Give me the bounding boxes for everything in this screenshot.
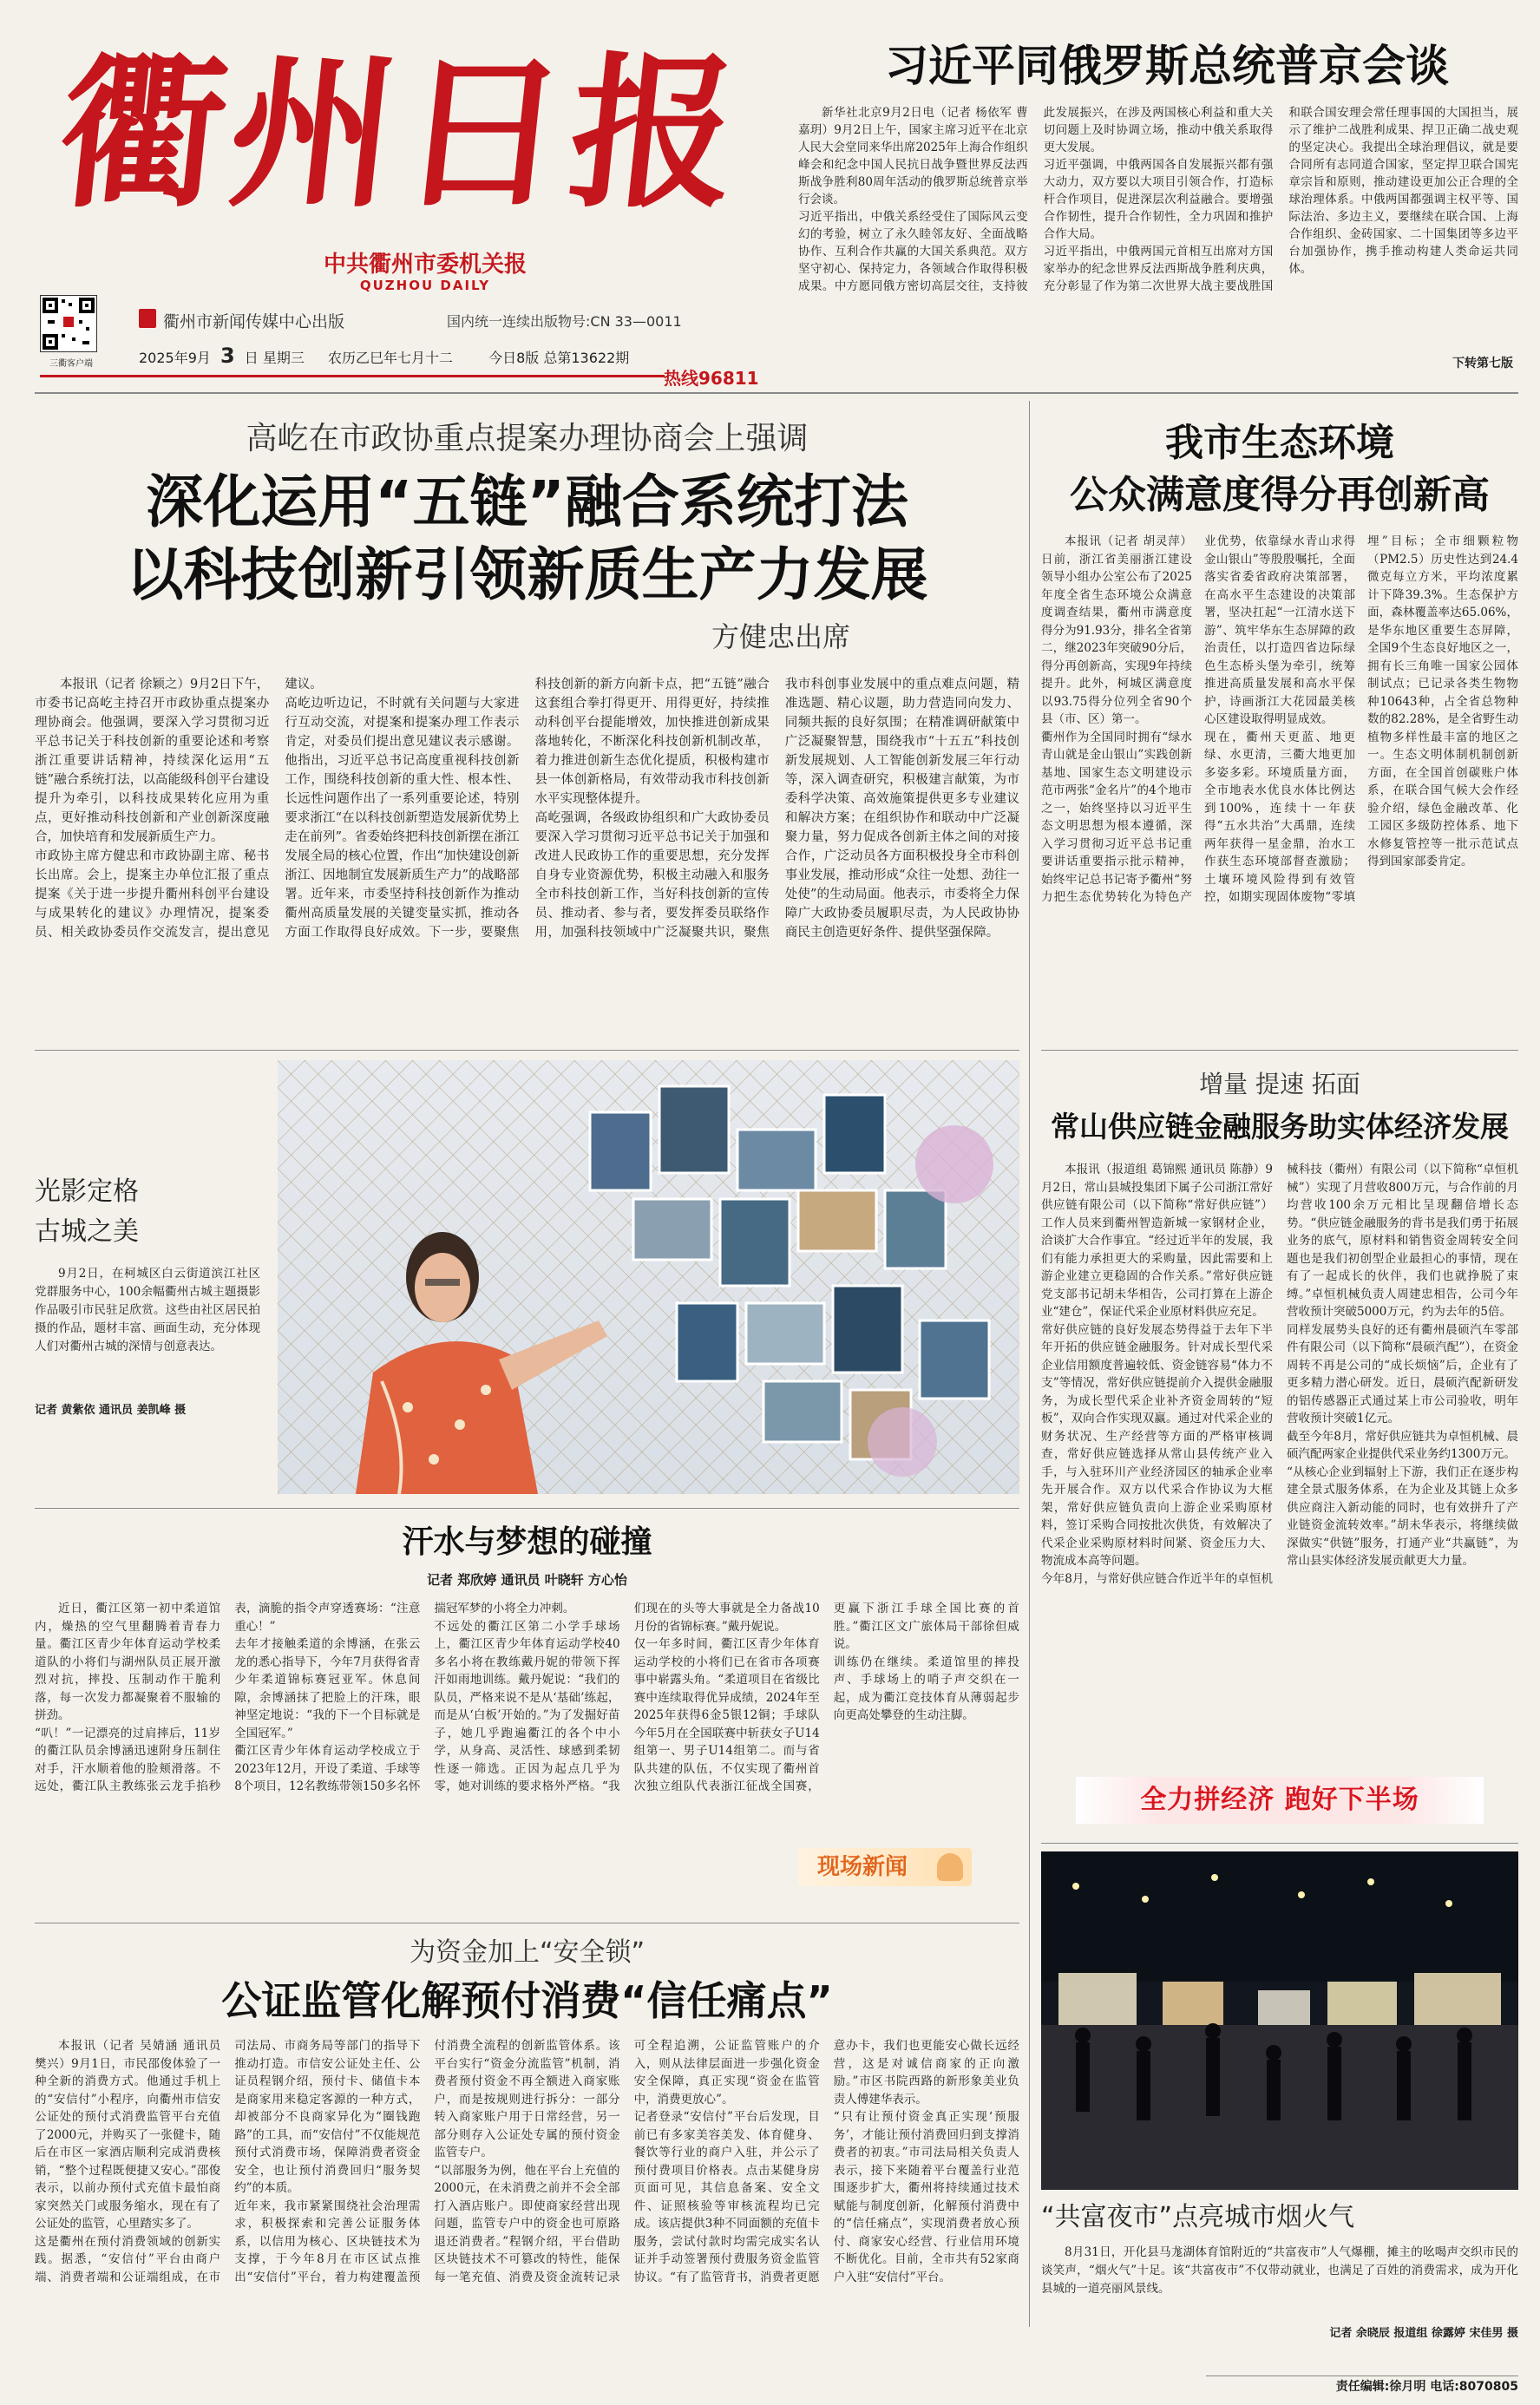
photo-title-2[interactable]: 古城之美 [35,1216,139,1247]
rule-top [35,392,1518,394]
date-line [139,344,629,370]
masthead-pinyin: QUZHOU DAILY [359,278,491,293]
sports-story [35,1517,1019,1916]
lead-continued[interactable]: 下转第七版 [1452,357,1513,370]
photo-credit: 记者 黄紫依 通讯员 姜凯峰 摄 [35,1404,187,1417]
masthead [0,0,798,395]
lead-headline[interactable]: 习近平同俄罗斯总统普京会谈 [885,41,1449,91]
main-subhead: 方健忠出席 [711,620,850,653]
pages-issue: 今日8版 总第13622期 [488,350,630,366]
sports-byline: 记者 郑欣婷 通讯员 叶晓轩 方心怡 [427,1572,627,1588]
qr-code[interactable] [40,295,97,352]
main-text: 本报讯（记者 徐颖之）9月2日下午，市委书记高屹主持召开市政协重点提案办理协商会。他强调，要深入学习贯彻习近平总书记关于科技创新的重要论述和考察浙江重要讲话精神，持续深化运用“五链”融合系统打法，以高能级科创平台建设提升为牵引，以科技成果转化应用为重点，更好推动科技创新和产业创新深度融合，加快培育和发展新质生产力。 市政协主席方健忠和市政协副主席、秘书长出席。会上，提案主办单位汇报了重点提案《关于进一步提升衢州科创平台建设与成果转化的建议》办理情况，提案委员、相关政协委员作交流发言，提出意见建议。 高屹边听边记，不时就有关问题与大家进行互动交流，对提案和提案办理工作表示肯定，对委员们提出意见建议表示感谢。他指出，习近平总书记高度重视科技创新工作，围绕科技创新的重大性、根本性、长远性问题作出了一系列重要论述，特别要求浙江“在以科技创新塑造发展新优势上走在前列”。省委始终把科技创新摆在浙江发展全局的核心位置，作出“加快建设创新浙江、因地制宜发展新质生产力”的战略部署。近年来，市委坚持科技创新作为推动衢州高质量发展的关键变量实抓，推动各方面工作取得良好成效。下一步，要聚焦科技创新的新方向新卡点，把“五链”融合这套组合拳打得更开、用得更好，持续推动科创平台提能增效，加快推进创新成果落地转化，不断深化科技创新机制改革，着力推进创新生态优化提质，积极构建市县一体创新格局，有效带动我市科技创新水平实现整体提升。 高屹强调，各级政协组织和广大政协委员要深入学习贯彻习近平总书记关于加强和改进人民政协工作的重要思想，充分发挥自身专业资源优势，积极主动融入和服务全市科技创新工作，当好科技创新的宣传员、推动者、参与者，要发挥委员联络作用，加强科技领域中广泛凝聚共识，聚焦我市科创事业发展中的重点难点问题，精准选题、精心议题，助力营造同向发力、同频共振的良好氛围；在精准调研献策中广泛凝聚智慧，围绕我市“十五五”科技创新发展规划、人工智能创新发展三年行动等，深入调查研究，积极建言献策，为市委科学决策、高效施策提供更多专业建议和解决方案；在组织协作和联动中广泛凝聚力量，努力促成各创新主体之间的对接合作，广泛动员各方面积极投身全市科创事业发展，推动形成“众往一处想、劲往一处使”的生动局面。他表示，市委将全力保障广大政协委员履职尽责，为人民政协协商民主创造更好条件、提供坚强保障。 [35,678,1019,940]
hotline: 热线96811 [664,368,759,389]
supply-kicker: 增量 提速 拓面 [1199,1070,1360,1098]
supply-banner-text: 全力拼经济 跑好下半场 [1140,1785,1419,1815]
eco-headline-2[interactable]: 公众满意度得分再创新高 [1070,473,1490,517]
qr-label: 三衢客户端 [49,359,93,369]
live-news-badge-text: 现场新闻 [817,1854,908,1880]
footer-editor-text: 责任编辑:徐月明 电话:8070805 [1335,2380,1518,2394]
supply-headline[interactable]: 常山供应链金融服务助实体经济发展 [1051,1110,1509,1144]
prepaid-text: 本报讯（记者 吴婧涵 通讯员 樊兴）9月1日，市民邵俊体验了一种全新的消费方式。他通过手机上的“安信付”小程序，向衢州市信安公证处的预付式消费监管平台充值了2000元，并购买了一张健卡，随后在市区一家酒店顺利完成消费核销，“整个过程既便捷又安心。”邵俊表示，以前办预付式充值卡最怕商家突然关门或服务缩水，现在有了公证处的监管，心里踏实多了。 这是衢州在预付消费领域的创新实践。据悉，“安信付”平台由商户端、消费者端和公证端组成，在市司法局、市商务局等部门的指导下推动打造。市信安公证处主任、公证员程钢介绍，预付卡、储值卡本是商家用来稳定客源的一种方式，却被部分不良商家异化为“圈钱跑路”的工具，而“安信付”不仅能规范预付式消费市场，保障消费者资金安全，也让预付消费回归“服务契约”的本质。 近年来，我市紧紧围绕社会治理需求，积极探索和完善公证服务体系，以信用为核心、区块链技术为支撑，于今年8月在市区试点推出“安信付”平台，着力构建覆盖预付消费全流程的创新监管体系。该平台实行“资金分流监管”机制，消费者预付资金不再全额进入商家账户，而是按规则进行拆分：一部分转入商家账户用于日常经营，另一部分则存入公证处专属的预付资金监管专户。 “以部服务为例，他在平台上充值的2000元，在未消费之前并不会全部打入酒店账户。即使商家经营出现问题，监管专户中的资金也可原路退还消费者。”程钢介绍，平台借助区块链技术不可篡改的特性，能保每一笔充值、消费及资金流转记录可全程追溯，公证监管账户的介入，则从法律层面进一步强化资金安全保障，真正实现“资金在监管中，消费更放心”。 记者登录“安信付”平台后发现，目前已有多家美容美发、体育健身、餐饮等行业的商户入驻，并公示了预付费项目价格表。点击某健身房页面可见，其信息备案、安全文件、证照核验等审核流程均已完成。该店提供3种不同面额的充值卡服务，尝试付款时均需完成实名认证并手动签署预付费服务资金监管协议。“有了监管背书，消费者更愿意办卡，我们也更能安心做长远经营，这是对诚信商家的正向激励。”市区书院西路的新形象美业负责人傅建华表示。 “只有让预付资金真正实现‘预服务’，才能让预付消费回归到支撑消费者的初衷。”市司法局相关负责人表示，接下来随着平台覆盖行业范围逐步扩大，衢州将持续通过技术赋能与制度创新，化解预付消费中的“信任痛点”，实现消费者放心预付、商家安心经营、行业信用环境不断优化。目前，全市共有52家商户入驻“安信付”平台。 [35,2039,1019,2284]
masthead-logo: 衢州日报 [50,36,751,230]
weekday: 日 星期三 [244,350,305,366]
main-headline-1[interactable]: 深化运用“五链”融合系统打法 [146,469,908,535]
photo-exhibition[interactable] [278,1060,1019,1494]
publisher-logo-icon [139,309,156,328]
sports-headline[interactable]: 汗水与梦想的碰撞 [402,1524,652,1560]
night-market-photo[interactable] [1041,1851,1518,2190]
main-story [35,401,1019,1047]
cn-number: 国内统一连续出版物号:CN 33—0011 [447,313,682,330]
main-kicker: 高屹在市政协重点提案办理协商会上强调 [246,421,809,456]
rule-mid-right [1041,1050,1518,1051]
supply-text: 本报讯（报道组 葛锦熙 通讯员 陈静）9月2日，常山县城投集团下属子公司浙江常好供应链有限公司（以下简称“常好供应链”）工作人员来到衢州智造新城一家钢材企业，洽谈扩大合作事宜。“经过近半年的发展，我们有能力承担更大的采购量，因此需要和上游企业建立更稳固的合作关系。”常好供应链党支部书记胡未华相告，公司打算在上游企业“建仓”，保证代采企业原材料供应充足。 常好供应链的良好发展态势得益于去年下半年开拓的供应链金融服务。针对成长型代采企业信用额度普遍较低、资金链容易“体力不支”等情况，常好供应链提前介入提供金融服务，为成长型代采企业补齐资金周转的“短板”，双向合作实现双赢。通过对代采企业的财务状况、生产经营等方面的严格审核调查，常好供应链选择从常山县传统产业入手，与入驻环川产业经济园区的轴承企业率先开展合作。双方以代采合作协议为大框架，常好供应链负责向上游企业采购原材料，签订采购合同按批次供货，有效解决了代采企业采购原材料时间紧、资金压力大、物流成本高等问题。 今年8月，与常好供应链合作近半年的卓恒机械科技（衢州）有限公司（以下简称“卓恒机械”）实现了月营收800万元，与合作前的月均营收100余万元相比呈现翻倍增长态势。“供应链金融服务的背书是我们勇于拓展业务的底气，原材料和销售资金周转安全问题也是我们初创型企业最担心的事情，现在有了一起成长的伙伴，我们也就挣脱了束缚。”卓恒机械负责人周建忠相告，公司今年营收预计突破5000万元，约为去年的5倍。 同样发展势头良好的还有衢州晨硕汽车零部件有限公司（以下简称“晨硕汽配”），在资金周转不再是公司的“成长烦恼”后，企业有了更多精力潜心研发。近日，晨硕汽配新研发的铝传感器正式通过某上市公司验收，明年营收预计突破1亿元。 截至今年8月，常好供应链共为卓恒机械、晨硕汽配两家企业提供代采业务约1300万元。 “从核心企业到辐射上下游，我们正在逐步构建全景式服务体系，在为企业及其链上众多供应商注入新动能的同时，也有效拼升了产业链资金流转效率。”胡未华表示，将继续做深做实“供链”服务，打通产业“共赢链”，为常山县实体经济发展贡献更大力量。 [1041,1163,1518,1586]
photo-title-1[interactable]: 光影定格 [35,1176,139,1207]
prepaid-story [35,1930,1019,2381]
lunar-date: 农历乙巳年七月十二 [327,350,453,366]
footer-editor [1206,2376,1518,2398]
night-market-title[interactable]: “共富夜市”点亮城市烟火气 [1041,2202,1355,2232]
reporter-icon [937,1853,963,1881]
night-market-story [1041,1851,1518,2381]
prepaid-kicker: 为资金加上“安全锁” [409,1937,645,1968]
masthead-rule [40,375,665,377]
rule-photo-bottom [35,1508,1019,1509]
masthead-sponsor: 中共衢州市委机关报 [323,252,527,278]
night-market-credit: 记者 余晓辰 报道组 徐露婷 宋佳男 摄 [1329,2327,1518,2340]
publisher: 衢州市新闻传媒中心出版 [163,312,345,331]
lead-story [798,26,1518,390]
sports-text: 近日，衢江区第一初中柔道馆内，燥热的空气里翻腾着青春力量。衢江区青少年体育运动学校柔道队的小将们与湖州队员正展开激烈对抗，摔投、压制动作干脆利落，每一次发力都凝聚着不服输的拼劲。 “叭！”一记漂亮的过肩摔后，11岁的衢江队员余博涵迅速附身压制住对手，汗水顺着他的脸颊滑落。不远处，衢江队主教练张云龙手掐秒表，滴脆的指令声穿透赛场：“注意重心！” 去年才接触柔道的余博涵，在张云龙的悉心指导下，今年7月获得省青少年柔道锦标赛冠亚军。休息间隙，余博涵抹了把脸上的汗珠，眼神坚定地说：“我的下一个目标就是全国冠军。” 衢江区青少年体育运动学校成立于2023年12月，开设了柔道、手球等8个项目，12名教练带领150多名怀揣冠军梦的小将全力冲刺。 不远处的衢江区第二小学手球场上，衢江区青少年体育运动学校40多名小将在教练戴丹妮的带领下挥汗如雨地训练。戴丹妮说：“我们的队员，严格来说不是从‘基础’练起，而是从‘白板’开始的。”为了发掘好苗子，她几乎跑遍衢江的各个中小学，从身高、灵活性、球感到柔韧性逐一筛选。正因为起点几乎为零，她对训练的要求格外严格。“我们现在的头等大事就是全力备战10月份的省锦标赛。”戴丹妮说。 仅一年多时间，衢江区青少年体育运动学校的小将们已在省市各项赛事中崭露头角。“柔道项目在省级比赛中连续取得优异成绩，2024年至2025年获得6金5银12铜；手球队今年5月在全国联赛中斩获女子U14组第一、男子U14组第二。而与省队共建的队伍，不仅实现了衢州首次独立组队代表浙江征战全国赛，更赢下浙江手球全国比赛的首胜。”衢江区文广旅体局干部徐但威说。 训练仍在继续。柔道馆里的摔投声、手球场上的哨子声交织在一起，成为衢江竞技体育从薄弱起步向更高处攀登的生动注脚。 [35,1602,1019,1793]
photo-caption: 9月2日，在柯城区白云街道滨江社区党群服务中心，100余幅衢州古城主题摄影作品吸引市民驻足欣赏。这些由社区居民拍摄的作品，题材丰富、画面生动，充分体现人们对衢州古城的深情与创意表达。 [35,1267,260,1353]
photo-story [35,1060,1019,1498]
prepaid-headline[interactable]: 公证监管化解预付消费“信任痛点” [221,1977,833,2024]
eco-headline-1[interactable]: 我市生态环境 [1165,421,1394,465]
eco-story [1041,401,1518,1047]
main-headline-2[interactable]: 以科技创新引领新质生产力发展 [126,541,928,608]
rule-supply-bottom [1041,1843,1518,1844]
night-market-caption: 8月31日，开化县马尨湖体育馆附近的“共富夜市”人气爆棚，摊主的吆喝声交织市民的谈笑声，“烟火气”十足。该“共富夜市”不仅带动就业，也满足了百姓的消费需求，成为开化县城的一道亮丽风景线。 [1041,2245,1518,2296]
date-day: 3 [220,344,235,368]
rule-mid-left [35,1050,1019,1051]
live-news-badge[interactable] [798,1848,972,1886]
eco-text: 本报讯（记者 胡灵萍）日前，浙江省美丽浙江建设领导小组办公室公布了2025年度全省生态环境公众满意度调查结果，衢州市满意度得分为91.93分，排名全省第二，继2023年突破90分后，得分再创新高，实现9年持续提升。此外，柯城区满意度以93.75得分位列全省90个县（市、区）第一。 衢州作为全国同时拥有“绿水青山就是金山银山”实践创新基地、国家生态文明建设示范市两张“金名片”的4个地市之一，始终坚持以习近平生态文明思想为根本遵循，深入学习贯彻习近平总书记重要讲话重要指示批示精神，始终牢记总书记寄予衢州“努力把生态优势转化为特色产业优势，依靠绿水青山求得金山银山”等殷殷嘱托，全面落实省委省政府决策部署，在高水平生态建设的决策部署，坚决扛起“一江清水送下游”、筑牢华东生态屏障的政治责任，以打造四省边际绿色生态桥头堡为牵引，统筹推进高质量发展和高水平保护，诗画浙江大花园最美核心区建设取得明显成效。 现在，衢州天更蓝、地更绿、水更清，三衢大地更加多姿多彩。环境质量方面，全市地表水优良水体比例达到100%，连续十一年获得“五水共治”大禹鼎，连续两年获得一星金鼎，治水工作获生态环境部督查激励；土壤环境风险得到有效管控，如期实现固体废物“零填埋”目标；全市细颗粒物（PM2.5）历史性达到24.4微克每立方米，平均浓度累计下降39.3%。生态保护方面，森林覆盖率达65.06%，是华东地区重要生态屏障，全国9个生态良好地区之一，拥有长三角唯一国家公园体制试点；已记录各类生物物种10643种，占全省总物种数的82.28%，是全省野生动植物多样性最丰富的地区之一。生态文明体制机制创新方面，在全国首创碳账户体系，在联合国气候大会作经验介绍，绿色金融改革、化工园区多级防控体系、地下水修复管控等一批示范试点得到国家部委肯定。 [1041,534,1518,904]
supply-chain-story [1041,1060,1518,1837]
supply-banner[interactable] [1076,1777,1484,1824]
rule-col [1029,401,1030,2327]
date-month: 2025年9月 [139,350,211,366]
lead-text: 新华社北京9月2日电（记者 杨依军 曹嘉玥）9月2日上午，国家主席习近平在北京人民大会堂同来华出席2025年上海合作组织峰会和纪念中国人民抗日战争暨世界反法西斯战争胜利80周年活动的俄罗斯总统普京举行会谈。 习近平指出，中俄关系经受住了国际风云变幻的考验，树立了永久睦邻友好、全面战略协作、互利合作共赢的大国关系典范。双方坚守初心、保持定力，各领域合作取得积极成果。中方愿同俄方密切高层交往，支持彼此发展振兴，在涉及两国核心利益和重大关切问题上及时协调立场，推动中俄关系取得更大发展。 习近平强调，中俄两国各自发展振兴都有强大动力，双方要以大项目引领合作，打造标杆合作项目，促进深层次利益融合。要增强合作韧性，提升合作韧性，全力巩固和推护合作大局。 习近平指出，中俄两国元首相互出席对方国家举办的纪念世界反法西斯战争胜利庆典，充分彰显了作为第二次世界大战主要战胜国和联合国安理会常任理事国的大国担当，展示了维护二战胜利成果、捍卫正确二战史观的坚定决心。我提出全球治理倡议，就是要合同所有志同道合国家，坚定捍卫联合国宪章宗旨和原则，推动建设更加公正合理的全球治理体系。中俄两国都强调主权平等、国际法治、多边主义，要继续在联合国、上海合作组织、金砖国家、二十国集团等多边平台加强协作，携手推动构建人类命运共同体。 [798,106,1518,293]
